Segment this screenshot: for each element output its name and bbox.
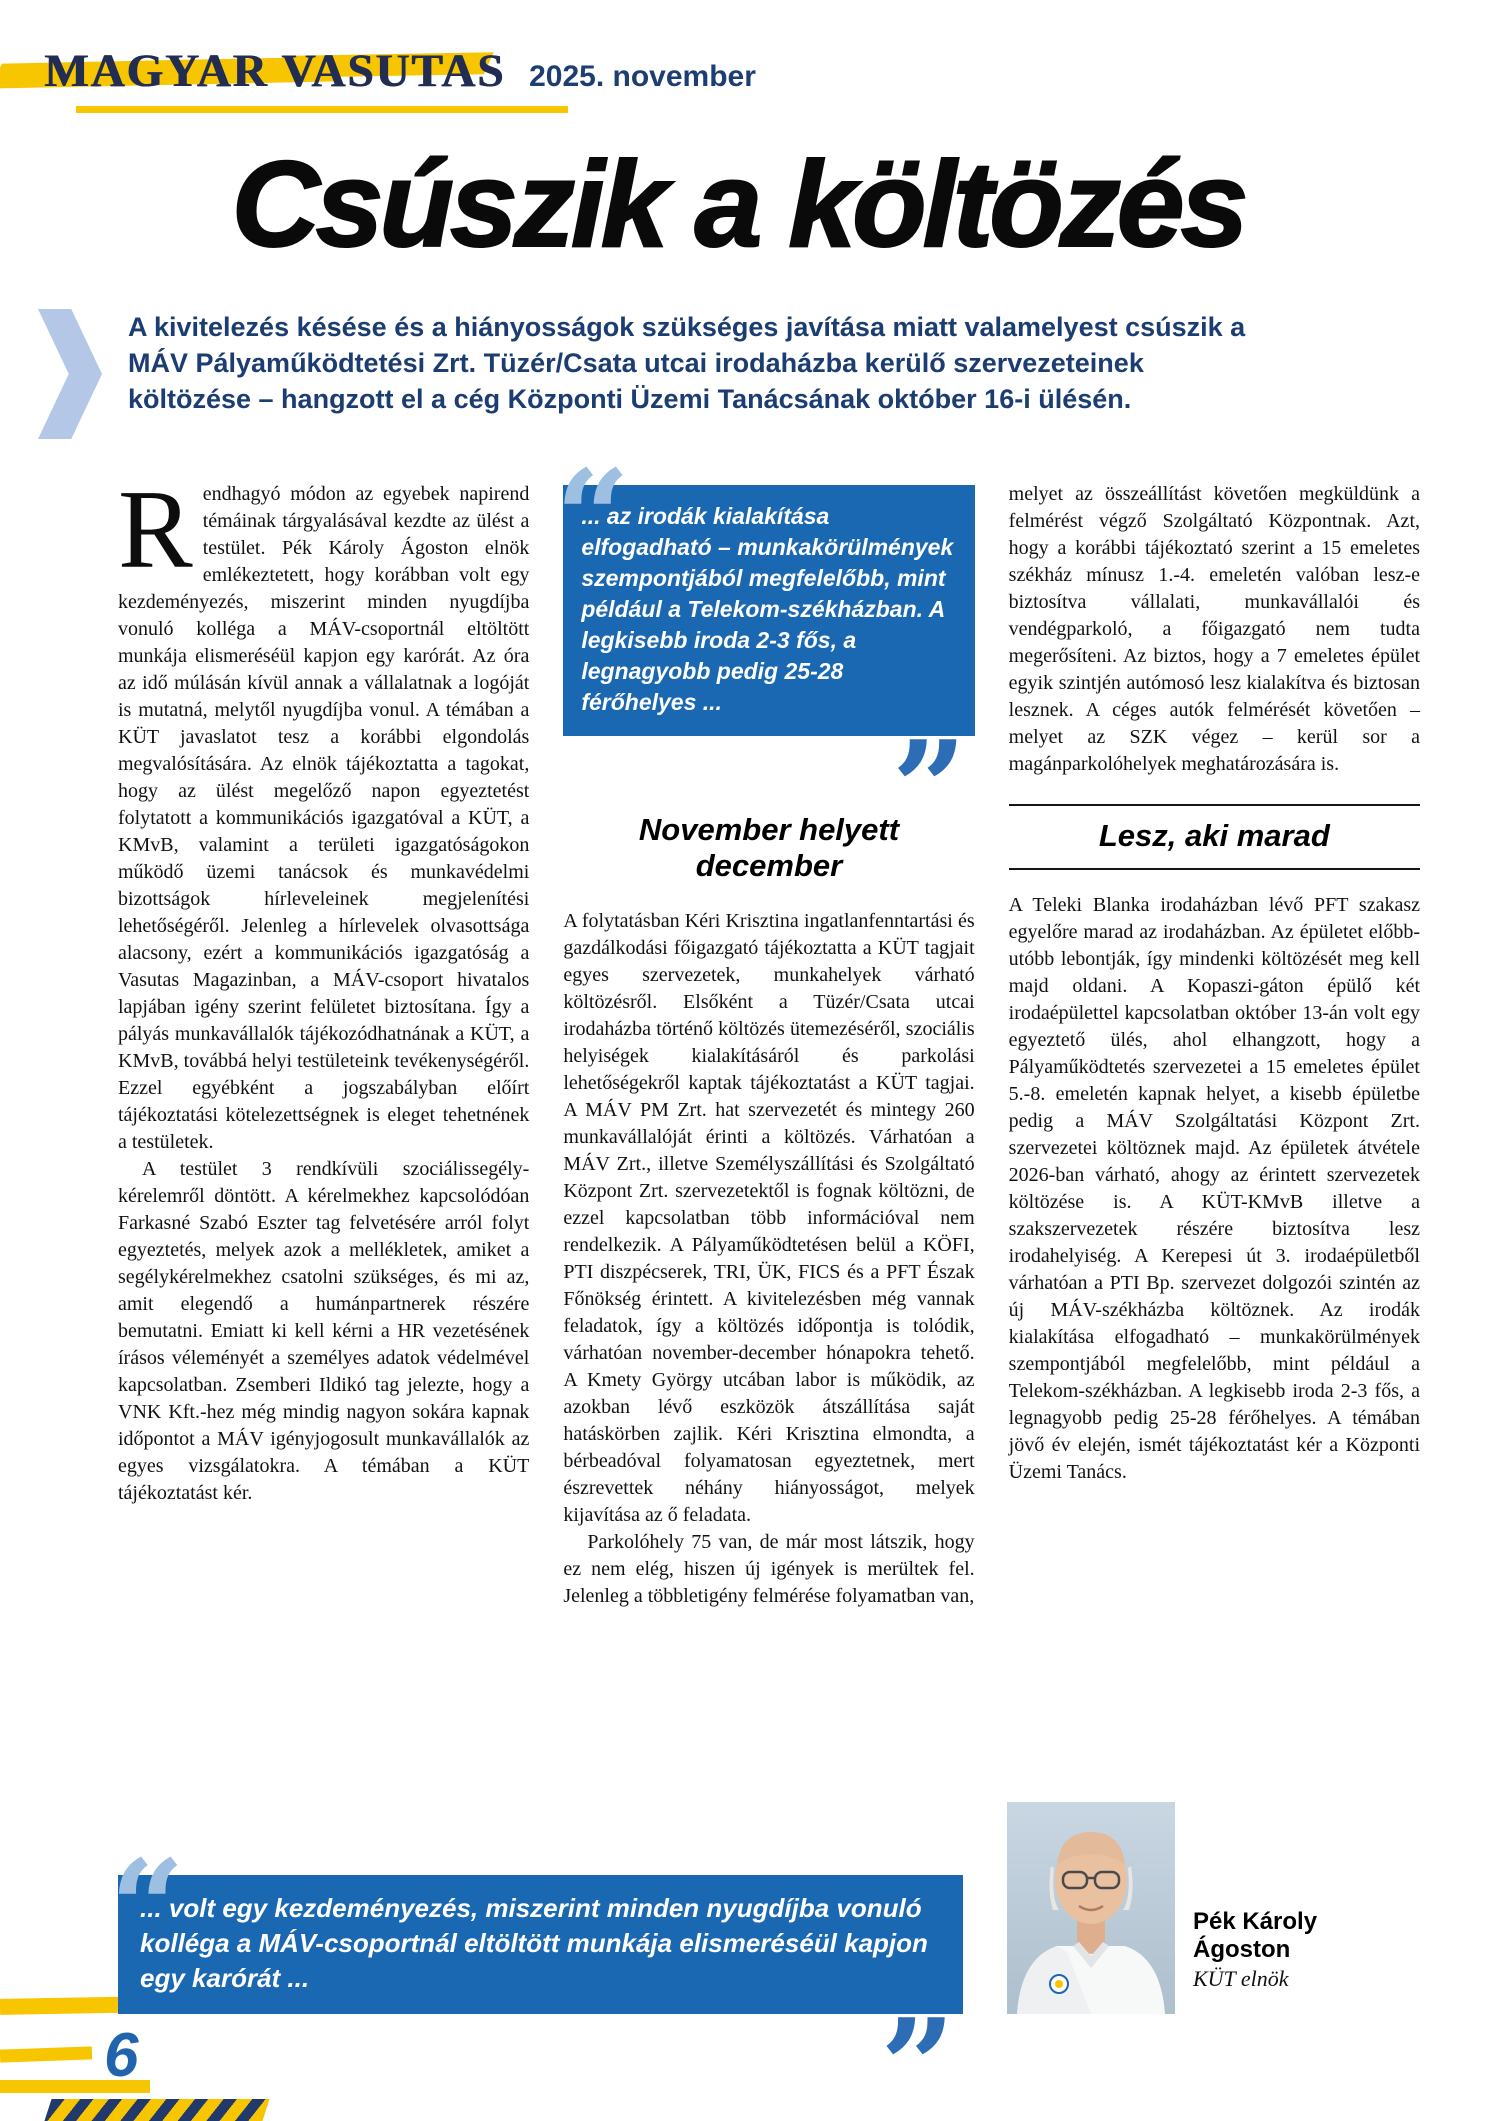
magazine-title: MAGYAR VASUTAS <box>44 45 506 97</box>
yellow-brush-decoration <box>0 2046 92 2062</box>
masthead <box>0 0 1500 113</box>
chevron-icon <box>38 309 102 439</box>
pull-quote-bottom <box>110 1831 963 2121</box>
column-1 <box>118 468 530 1610</box>
subhead-november-helyett-december: November helyett december <box>638 812 900 883</box>
close-quote-icon: ” <box>891 712 967 866</box>
open-quote-icon: “ <box>555 441 631 594</box>
pull-quote-text: ... volt egy kezdeményezés, miszerint minden nyugdíjba vonuló kolléga a MÁV-csoportnál eltöltött munkája elismeréséül kapjon egy karórát ... <box>118 1875 963 2014</box>
article-headline: Csúszik a költözés <box>231 136 1245 272</box>
article-paragraph: A folytatásban Kéri Krisztina ingatlanfenntartási és gazdálkodási főigazgató tájékoztatta a KÜT tagjait egyes szervezetek, munkahelyek várható költözésről. Elsőként a Tüzér/Csata utcai irodaházba történő költözés ütemezéséről, szociális helyiségek kialakításáról és parkolási lehetőségekről kaptak tájékoztatást a KÜT tagjai. A MÁV PM Zrt. hat szervezetét és mintegy 260 munkavállalóját érinti a költözés. Várhatóan a MÁV Zrt., illetve Személyszállítási és Szolgáltató Központ Zrt. szervezetektől is fognak költözni, de ezzel kapcsolatban több információval nem rendelkezik. A Pályaműködtetésen belül a KÖFI, PTI diszpécserek, TRI, ÜK, FICS és a PFT Észak Főnökség érintett. A kivitelezésben még vannak feladatok, így a költözés időpontja is tolódik, várhatóan november-december hónapokra tehető. A Kmety György utcában labor is működik, az azokban lévő eszközök átszállítása saját hatáskörben zajlik. Kéri Krisztina elmondta, a bérbeadóval folyamatosan egyeztetnek, mert észrevettek néhány hiányosságot, melyek kijavítása az ő feladata. <box>563 909 975 1526</box>
photo-caption <box>1193 1908 1420 2014</box>
page-number: 6 <box>104 2021 139 2090</box>
pull-quote-text: ... az irodák kialakítása elfogadható – munkakörülmények szempontjából megfelelőbb, mint például a Telekom-székházban. A legkisebb iroda 2-3 fős, a legnagyobb pedig 25-28 férőhelyes ... <box>563 485 974 736</box>
header-rule <box>76 106 568 113</box>
dropcap: R <box>118 468 193 592</box>
photo-caption-name: Pék Károly Ágoston <box>1193 1908 1318 1964</box>
lead-block <box>38 309 1420 439</box>
column-3 <box>1009 481 1420 1610</box>
paragraph-text: endhagyó módon az egyebek napirend témáinak tárgyalásával kezdte az ülést a testület. Pék Károly Ágoston elnök emlékeztetett, hogy korábban volt egy kezdeményezés, miszerint minden nyugdíjba vonuló kolléga a MÁV-csoportnál eltöltött munkája elismeréséül kapjon egy karórát. Az óra az idő múlásán kívül annak a vállalatnak a logóját is mutatná, melytől nyugdíjba vonul. A témában a KÜT javaslatot tesz a korábbi elgondolás megvalósítására. Az elnök tájékoztatta a tagokat, hogy az ülést megelőző napon egyeztetést folytatott a kommunikációs igazgatóval a KÜT, a KMvB, valamint a területi igazgatóságokon működő üzemi tanácsok és munkavédelmi bizottságok hírleveleinek megjelenítési lehetőségéről. Jelenleg a hírlevelek olvasottsága alacsony, ezért a kommunikációs igazgatóság a Vasutas Magazinban, a MÁV-csoport hivatalos lapjában igény szerint felületet biztosítana. Így a pályás munkavállalók tájékozódhatnának a KÜT, a KMvB, továbbá helyi testületeink tevékenységéről. Ezzel egyébként a jogszabályban előírt tájékoztatási kötelezettségnek is eleget tehetnének a testületek. <box>118 483 530 1153</box>
close-quote-icon: ” <box>880 1990 955 2121</box>
article-lead: A kivitelezés késése és a hiányosságok szükséges javítása miatt valamelyest csúszik a MÁV Pályaműködtetési Zrt. Tüzér/Csata utcai irodaházba kerülő szervezeteinek költözése – hangzott el a cég Központi Üzemi Tanácsának október 16-i ülésén. <box>128 312 1246 415</box>
article-paragraph <box>118 468 530 1156</box>
corner-hatch-decoration <box>44 2099 269 2121</box>
column-2 <box>555 441 975 1610</box>
magazine-logo <box>38 44 511 98</box>
issue-date: 2025. november <box>529 60 756 93</box>
photo-caption-role: KÜT elnök <box>1193 1966 1289 1992</box>
subhead-lesz-aki-marad: Lesz, aki marad <box>1009 804 1420 870</box>
article-paragraph: melyet az összeállítást követően megküldünk a felmérést végző Szolgáltató Központnak. Azt, hogy a korábbi tájékoztató szerint a 15 emeletes székház mínusz 1.-4. emeletén valóban lesz-e biztosítva vállalati, munkavállalói és vendégparkoló, a főigazgató nem tudta megerősíteni. Az biztos, hogy a 7 emeletes épület egyik szintjén autómosó lesz kialakítva és biztosan lesznek. A céges autók felmérését követően – melyet az SZK végez – kerül sor a magánparkolóhelyek meghatározására is. <box>1008 483 1420 775</box>
bottom-section <box>110 1795 1420 2121</box>
photo-block <box>1007 1795 1420 2014</box>
portrait-photo <box>1007 1802 1175 2014</box>
open-quote-icon: “ <box>110 1831 185 1984</box>
article-body <box>0 441 1500 1610</box>
article-paragraph: A testület 3 rendkívüli szociálissegély-kérelemről döntött. A kérelmekhez kapcsolódóan Farkasné Szabó Eszter tag felvetésére arról folyt egyeztetés, melyek azok a mellékletek, amiket a segélykérelmekhez csatolni szükséges, és mi az, amit elegendő a humánpartnerek részére bemutatni. Emiatt ki kell kérni a HR vezetésének írásos véleményét a személyes adatok védelmével kapcsolatban. Zsemberi Ildikó tag jelezte, hogy a VNK Kft.-hez még mindig nagyon sokára kapnak időpontot a MÁV igényjogosult munkavállalók az egyes vizsgálatokra. A témában a KÜT tájékoztatást kér. <box>118 1158 530 1504</box>
article-paragraph: A Teleki Blanka irodaházban lévő PFT szakasz egyelőre marad az irodaházban. Az épületet előbb-utóbb lebontják, így mindenki költözését meg kell majd oldani. A Kopaszi-gáton épülő két irodaépülettel kapcsolatban október 13-án volt egy egyeztető ülés, ahol elhangzott, hogy a Pályaműködtetés szervezetei a 15 emeletes épület 5.-8. emeletén kapnak helyet, a kisebb épületbe pedig a MÁV Szolgáltatási Központ Zrt. szervezetei költöznek majd. Az épületek átvétele 2026-ban várható, ahogy az érintett szervezetek költözése is. A KÜT-KMvB illetve a szakszervezetek részére biztosítva lesz irodahelyiség. A Kerepesi út 3. irodaépületből várhatóan a PTI Bp. szervezet dolgozói szintén az új MÁV-székházba költöznek. Az irodák kialakítása elfogadható – munkakörülmények szempontjából megfelelőbb, mint például a Telekom-székházban. A legkisebb iroda 2-3 fős, a legnagyobb pedig 25-28 férőhelyes. A témában jövő év elején, ismét tájékoztatást kér a Központi Üzemi Tanács. <box>1008 893 1420 1483</box>
article-paragraph: Parkolóhely 75 van, de már most látszik, hogy ez nem elég, hiszen új igények is merültek fel. Jelenleg a többletigény felmérése folyamatban van, <box>563 1530 975 1607</box>
